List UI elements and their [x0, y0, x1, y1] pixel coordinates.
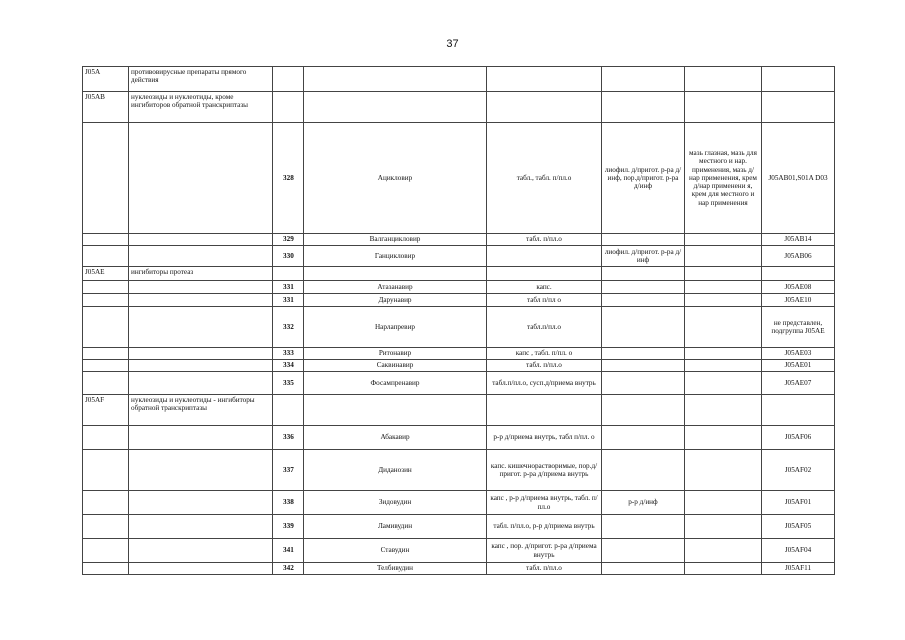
atc-code: J05AF11: [762, 563, 835, 575]
drug-name: Ритонавир: [304, 348, 487, 360]
drug-number: 342: [273, 563, 304, 575]
drug-name: Телбивудин: [304, 563, 487, 575]
drug-name: Ставудин: [304, 539, 487, 563]
drug-name: Диданозин: [304, 450, 487, 491]
dosage-form-3: [685, 294, 762, 307]
drug-name: Валганцикловир: [304, 234, 487, 246]
drug-number: 341: [273, 539, 304, 563]
atc-group-code: [83, 372, 129, 395]
dosage-form-2: [602, 67, 685, 92]
dosage-form: табл. п/пл.о: [487, 563, 602, 575]
table-row: [83, 395, 835, 426]
group-name: [129, 539, 273, 563]
drug-name: Абакавир: [304, 426, 487, 450]
group-name: [129, 450, 273, 491]
dosage-form: капс.: [487, 281, 602, 294]
dosage-form-3: [685, 372, 762, 395]
group-name: [129, 281, 273, 294]
atc-group-code: [83, 491, 129, 515]
dosage-form-2: [602, 539, 685, 563]
group-name: [129, 123, 273, 234]
atc-group-code: J05AE: [83, 267, 129, 281]
drug-number: 331: [273, 281, 304, 294]
group-name: [129, 372, 273, 395]
drug-number: 334: [273, 360, 304, 372]
table-row: [83, 563, 835, 575]
drug-number: 331: [273, 294, 304, 307]
atc-code: J05AE03: [762, 348, 835, 360]
dosage-form-2: [602, 360, 685, 372]
drug-number: [273, 92, 304, 123]
dosage-form-2: [602, 563, 685, 575]
atc-group-code: [83, 539, 129, 563]
drug-number: 333: [273, 348, 304, 360]
page-number: 37: [446, 38, 459, 50]
table-row: [83, 234, 835, 246]
atc-code: J05AE10: [762, 294, 835, 307]
atc-group-code: J05AB: [83, 92, 129, 123]
drug-name: Ламивудин: [304, 515, 487, 539]
atc-code: J05AE01: [762, 360, 835, 372]
atc-code: J05AF04: [762, 539, 835, 563]
drug-table: [82, 66, 835, 575]
dosage-form-3: [685, 246, 762, 267]
drug-number: 332: [273, 307, 304, 348]
drug-number: 330: [273, 246, 304, 267]
dosage-form-2: [602, 267, 685, 281]
group-name: [129, 246, 273, 267]
dosage-form-3: [685, 426, 762, 450]
drug-number: 336: [273, 426, 304, 450]
dosage-form-2: лиофил. д/пригот. р-ра д/инф, пор.д/пригот. р-ра д/инф: [602, 123, 685, 234]
drug-name: Нарлапревир: [304, 307, 487, 348]
drug-number: 335: [273, 372, 304, 395]
atc-group-code: [83, 515, 129, 539]
atc-code: [762, 67, 835, 92]
drug-number: 337: [273, 450, 304, 491]
dosage-form-2: [602, 307, 685, 348]
atc-group-code: [83, 563, 129, 575]
group-name: ингибиторы протеаз: [129, 267, 273, 281]
dosage-form: табл. п/пл.о, р-р д/приема внутрь: [487, 515, 602, 539]
atc-group-code: [83, 281, 129, 294]
dosage-form: табл. п/пл.о: [487, 360, 602, 372]
dosage-form-2: [602, 372, 685, 395]
group-name: нуклеозиды и нуклеотиды - ингибиторы обратной транскриптазы: [129, 395, 273, 426]
atc-group-code: [83, 426, 129, 450]
group-name: [129, 426, 273, 450]
drug-name: [304, 67, 487, 92]
atc-group-code: [83, 294, 129, 307]
dosage-form-3: [685, 348, 762, 360]
dosage-form-2: р-р д/инф: [602, 491, 685, 515]
table-row: [83, 294, 835, 307]
dosage-form: капс , пор. д/пригот. р-ра д/приема внутрь: [487, 539, 602, 563]
table-row: [83, 67, 835, 92]
atc-code: J05AB01,S01A D03: [762, 123, 835, 234]
atc-group-code: [83, 450, 129, 491]
table-row: [83, 372, 835, 395]
dosage-form-2: [602, 281, 685, 294]
group-name: [129, 294, 273, 307]
drug-name: Ганцикловир: [304, 246, 487, 267]
dosage-form-3: [685, 281, 762, 294]
dosage-form-2: [602, 395, 685, 426]
atc-group-code: [83, 360, 129, 372]
drug-name: Дарунавир: [304, 294, 487, 307]
drug-name: Фосампренавир: [304, 372, 487, 395]
atc-code: J05AF06: [762, 426, 835, 450]
dosage-form-3: [685, 67, 762, 92]
drug-name: Саквинавир: [304, 360, 487, 372]
dosage-form-2: [602, 234, 685, 246]
dosage-form: капс , р-р д/приема внутрь, табл. п/пл.о: [487, 491, 602, 515]
dosage-form: [487, 92, 602, 123]
atc-group-code: [83, 234, 129, 246]
drug-number: 329: [273, 234, 304, 246]
drug-name: Ацикловир: [304, 123, 487, 234]
dosage-form: [487, 267, 602, 281]
atc-group-code: [83, 348, 129, 360]
dosage-form-2: [602, 515, 685, 539]
atc-code: [762, 267, 835, 281]
group-name: [129, 234, 273, 246]
dosage-form-2: [602, 426, 685, 450]
drug-number: [273, 67, 304, 92]
atc-group-code: [83, 123, 129, 234]
dosage-form-3: [685, 267, 762, 281]
dosage-form-3: [685, 491, 762, 515]
table-row: [83, 307, 835, 348]
group-name: [129, 307, 273, 348]
drug-number: 338: [273, 491, 304, 515]
dosage-form-3: [685, 234, 762, 246]
dosage-form-2: [602, 92, 685, 123]
atc-group-code: J05A: [83, 67, 129, 92]
group-name: [129, 348, 273, 360]
dosage-form: табл.п/пл.о, сусп.д/приема внутрь: [487, 372, 602, 395]
group-name: противовирусные препараты прямого действия: [129, 67, 273, 92]
dosage-form: табл п/пл о: [487, 294, 602, 307]
dosage-form-2: [602, 294, 685, 307]
dosage-form-2: лиофил. д/пригот. р-ра д/инф: [602, 246, 685, 267]
dosage-form-3: [685, 539, 762, 563]
table-row: [83, 450, 835, 491]
drug-name: [304, 92, 487, 123]
group-name: нуклеозиды и нуклеотиды, кроме ингибиторов обратной транскриптазы: [129, 92, 273, 123]
group-name: [129, 491, 273, 515]
atc-code: J05AF01: [762, 491, 835, 515]
drug-name: [304, 267, 487, 281]
atc-code: J05AB06: [762, 246, 835, 267]
atc-group-code: J05AF: [83, 395, 129, 426]
dosage-form-3: мазь глазная, мазь для местного и нар. применения, мазь д/нар применения, крем д/нар применени я, крем для местного и нар применения: [685, 123, 762, 234]
dosage-form: р-р д/приема внутрь, табл п/пл. о: [487, 426, 602, 450]
drug-name: Атазанавир: [304, 281, 487, 294]
dosage-form-2: [602, 348, 685, 360]
drug-number: 339: [273, 515, 304, 539]
dosage-form: [487, 395, 602, 426]
atc-code: [762, 395, 835, 426]
table-row: [83, 515, 835, 539]
dosage-form-3: [685, 450, 762, 491]
atc-code: J05AF02: [762, 450, 835, 491]
dosage-form: [487, 246, 602, 267]
table-row: [83, 539, 835, 563]
drug-name: Зидовудин: [304, 491, 487, 515]
table-row: [83, 123, 835, 234]
dosage-form: табл. п/пл.о: [487, 234, 602, 246]
group-name: [129, 515, 273, 539]
atc-code: J05AF05: [762, 515, 835, 539]
atc-code: не представлен, подгруппа J05AE: [762, 307, 835, 348]
atc-code: J05AE08: [762, 281, 835, 294]
dosage-form: капс. кишечнорастворимые, пор.д/пригот. р-ра д/приема внутрь: [487, 450, 602, 491]
table-row: [83, 426, 835, 450]
dosage-form-2: [602, 450, 685, 491]
drug-number: [273, 267, 304, 281]
atc-code: [762, 92, 835, 123]
atc-group-code: [83, 246, 129, 267]
dosage-form-3: [685, 360, 762, 372]
table-row: [83, 491, 835, 515]
dosage-form-3: [685, 92, 762, 123]
drug-number: [273, 395, 304, 426]
group-name: [129, 563, 273, 575]
dosage-form: табл.п/пл.о: [487, 307, 602, 348]
drug-number: 328: [273, 123, 304, 234]
group-name: [129, 360, 273, 372]
atc-code: J05AB14: [762, 234, 835, 246]
dosage-form: [487, 67, 602, 92]
table-row: [83, 348, 835, 360]
table-row: [83, 92, 835, 123]
atc-code: J05AE07: [762, 372, 835, 395]
table-row: [83, 360, 835, 372]
dosage-form-3: [685, 515, 762, 539]
drug-name: [304, 395, 487, 426]
dosage-form: табл., табл. п/пл.о: [487, 123, 602, 234]
dosage-form: капс , табл. п/пл. о: [487, 348, 602, 360]
dosage-form-3: [685, 395, 762, 426]
table-row: [83, 246, 835, 267]
table-row: [83, 267, 835, 281]
atc-group-code: [83, 307, 129, 348]
dosage-form-3: [685, 563, 762, 575]
table-row: [83, 281, 835, 294]
dosage-form-3: [685, 307, 762, 348]
